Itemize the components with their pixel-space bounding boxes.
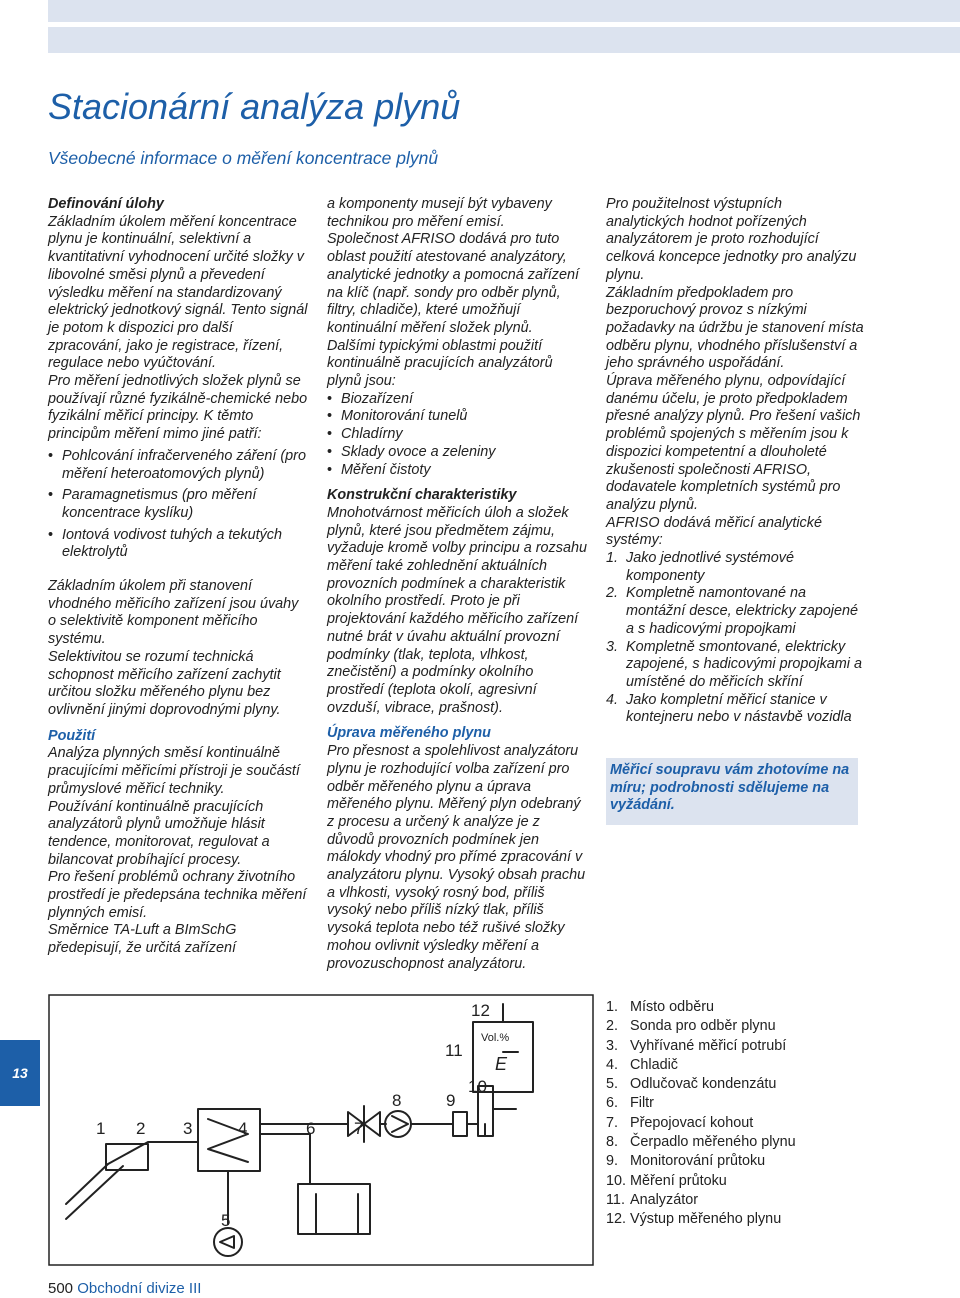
legend-item: 12. Výstup měřeného plynu (606, 1211, 782, 1228)
diagram-label-10: 10 (468, 1077, 487, 1096)
chapter-tab: 13 (0, 1040, 40, 1106)
analyzer-unit-label: Vol.% (481, 1032, 510, 1044)
paragraph: Pro měření jednotlivých složek plynů se používají různé fyzikálně-chemické nebo fyzikální měřicí principy. K těmto principům měření mimo jiné patří: (48, 373, 308, 443)
diagram-label-11: 11 (445, 1041, 463, 1060)
column-1 (48, 196, 310, 958)
systems-list (606, 550, 864, 727)
diagram-label-12: 12 (471, 1001, 490, 1020)
legend-item: 2. Sonda pro odběr plynu (606, 1018, 776, 1035)
paragraph: Směrnice TA-Luft a BImSchG předepisují, že určitá zařízení (48, 922, 237, 957)
legend-item: 5. Odlučovač kondenzátu (606, 1076, 777, 1093)
paragraph: Pro řešení problémů ochrany životního prostředí je předepsána technika měření plynných emisí. (48, 869, 307, 921)
diagram-legend (606, 998, 796, 1230)
paragraph: Selektivitou se rozumí technická schopnost měřicího zařízení zachytit určitou složku měřeného plynu bez ovlivnění jinými doprovodnými plyny. (48, 648, 281, 718)
column-3 (606, 196, 864, 727)
list-item: • Monitorování tunelů (327, 408, 589, 426)
gas-line (260, 1134, 310, 1184)
paragraph: Základním úkolem při stanovení vhodného měřicího zařízení jsou úvahy o selektivitě komponent měřicího systému. (48, 578, 299, 648)
page-footer (48, 1280, 201, 1297)
list-item: • Pohlcování infračerveného záření (pro měření heteroatomových plynů) (48, 448, 310, 483)
flow-monitor (453, 1112, 467, 1136)
paragraph: Mnohotvárnost měřicích úloh a složek plynů, které jsou předmětem zájmu, vyžaduje kromě volby principu a rozsahu měření také zohlednění aktuálních provozních podmínek a charakteristik okolního prostředí. Proto je při projektování každého měřicího zařízení nutné brát v úvahu aktuální provozní podmínky (tlak, teplota, vlhkost, znečistění) a podmínky okolního prostředí (teplota okolí, agresivní ovzduší, vibrace, prašnost). (327, 504, 587, 716)
paragraph: Úprava měřeného plynu, odpovídající danému účelu, je proto předpokladem přesné analýzy plynů. Pro řešení vašich problémů spojených s měřením jsou k dispozici kompetentní a dlouholeté zkušenosti společnosti AFRISO, dodavatele kompletních systémů pro analýzu plynů. (606, 373, 861, 513)
heading-task-definition: Definování úlohy (48, 196, 164, 212)
list-item: • Měření čistoty (327, 462, 589, 480)
list-item: 3. Kompletně smontované, elektricky zapojené, s hadicovými propojkami a umístěné do měřicích skříní (606, 638, 862, 690)
paragraph: AFRISO dodává měřicí analytické systémy: (606, 514, 822, 549)
applications-list (327, 391, 589, 480)
legend-item: 6. Filtr (606, 1095, 654, 1112)
paragraph: Používání kontinuálně pracujících analyzátorů plynů umožňuje hlásit tendence, monitorovat, regulovat a bilancovat probíhající procesy. (48, 798, 270, 868)
diagram-label-7: 7 (354, 1119, 364, 1138)
paragraph: Pro přesnost a spolehlivost analyzátoru plynu je rozhodující volba zařízení pro odběr měřeného plynu a úprava měřeného plynu. Měřený plyn odebraný z procesu a určený k analýze je z důvodů provozních podmínek jen málokdy vhodný pro přímé zpracování v analyzátoru plynu. Vysoký obsah prachu a vlhkosti, vysoký rosný bod, příliš vysoký nebo příliš nízký tlak, příliš vysoká teplota nebo též rušivé složky mohou ovlivnit výsledky měření a provozuschopnost analyzátoru. (327, 743, 586, 972)
diagram-label-6: 6 (306, 1119, 316, 1138)
legend-item: 10. Měření průtoku (606, 1172, 727, 1189)
diagram-label-4: 4 (238, 1119, 248, 1138)
list-item: • Sklady ovoce a zeleniny (327, 444, 589, 462)
list-item: • Biozařízení (327, 391, 589, 409)
footer-section: Obchodní divize III (77, 1280, 202, 1297)
callout-box: Měřicí soupravu vám zhotovíme na míru; podrobnosti sdělujeme na vyžádání. (606, 758, 858, 825)
paragraph: Základním předpokladem pro bezporuchový provoz s nízkými požadavky na údržbu je stanovení místa odběru plynu, vhodného příslušenství a jeho správného uspořádání. (606, 284, 864, 372)
paragraph: Analýza plynných směsí kontinuálně pracujícími měřicími přístroji je součástí průmyslové měřicí techniky. (48, 745, 300, 797)
list-item: • Iontová vodivost tuhých a tekutých elektrolytů (48, 527, 310, 562)
principles-list (48, 448, 310, 562)
probe-box (106, 1144, 148, 1170)
legend-item: 4. Chladič (606, 1056, 678, 1073)
filter-body (298, 1184, 370, 1234)
diagram-label-9: 9 (446, 1091, 456, 1110)
list-item: 4. Jako kompletní měřicí stanice v kontejneru nebo v nástavbě vozidla (606, 691, 852, 726)
legend-item: 1. Místo odběru (606, 999, 714, 1015)
list-item: • Paramagnetismus (pro měření koncentrace kyslíku) (48, 487, 310, 522)
list-item: 1. Jako jednotlivé systémové komponenty (606, 550, 794, 584)
diagram-label-3: 3 (183, 1119, 193, 1138)
page-title: Stacionární analýza plynů (48, 86, 461, 127)
analyzer-e-label: E (495, 1054, 508, 1074)
heading-usage: Použití (48, 727, 96, 744)
diagram-label-5: 5 (221, 1211, 231, 1230)
legend-item: 9. Monitorování průtoku (606, 1153, 766, 1170)
list-item: 2. Kompletně namontované na montážní desce, elektricky zapojené a s hadicovými propojkami (606, 585, 858, 637)
diagram-frame (49, 995, 593, 1265)
paragraph: Základním úkolem měření koncentrace plynu je kontinuální, selektivní a kvantitativní vyhodnocení určité složky v libovolné směsi plynů a převedení výsledku měření na standardizovaný elektrický jednotkový signál. Tento signál je potom k dispozici pro další zpracování, jako je registrace, řízení, regulace nebo vyúčtování. (48, 213, 308, 372)
paragraph: a komponenty musejí být vybaveny technikou pro měření emisí. (327, 196, 552, 230)
sampling-duct (66, 1164, 123, 1219)
gas-analysis-diagram (48, 994, 594, 1266)
column-2 (327, 196, 589, 973)
paragraph: Společnost AFRISO dodává pro tuto oblast použití atestované analyzátory, analytické jednotky a pomocná zařízení na klíč (např. sondy pro odběr plynů, filtry, chladiče), které umožňují kontinuální měření složek plynů. (327, 231, 579, 336)
legend-item: 3. Vyhřívané měřicí potrubí (606, 1037, 787, 1054)
diagram-label-8: 8 (392, 1091, 402, 1110)
list-item: • Chladírny (327, 426, 589, 444)
header-band-bottom (48, 27, 960, 53)
paragraph: Pro použitelnost výstupních analytických hodnot pořízených analyzátorem je proto rozhodující celková koncepce jednotky pro analýzu plynu. (606, 196, 857, 283)
diagram-label-2: 2 (136, 1119, 146, 1138)
legend-item: 11. Analyzátor (606, 1191, 698, 1208)
legend-item: 7. Přepojovací kohout (606, 1114, 754, 1131)
header-band-top (48, 0, 960, 22)
page-subtitle: Všeobecné informace o měření koncentrace plynů (48, 148, 439, 168)
paragraph: Dalšími typickými oblastmi použití kontinuálně pracujících analyzátorů plynů jsou: (327, 337, 553, 390)
diagram-label-1: 1 (96, 1119, 106, 1138)
heading-gas-conditioning: Úprava měřeného plynu (327, 725, 491, 742)
heading-design-characteristics: Konstrukční charakteristiky (327, 487, 517, 504)
condensate-pump (214, 1228, 242, 1256)
heated-line (108, 1142, 198, 1164)
legend-item: 8. Čerpadlo měřeného plynu (606, 1134, 796, 1151)
page-number: 500 (48, 1280, 74, 1297)
